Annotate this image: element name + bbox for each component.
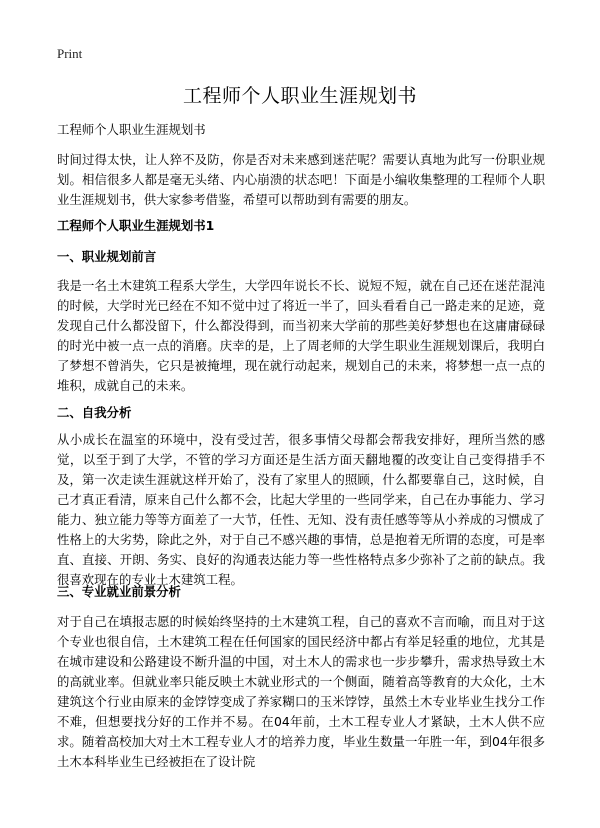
- document-subtitle: 工程师个人职业生涯规划书: [57, 122, 206, 137]
- section-body-employment-outlook: 对于自己在填报志愿的时候始终坚持的土木建筑工程，自己的喜欢不言而喻，而且对于这个专业也很自信，土木建筑工程在任何国家的国民经济中都占有举足轻重的地位，尤其是在城市建设和公路建设不断升温的中国，对土木人的需求也一步步攀升，需求热导致土木的高就业率。但就业率只能反映土木就业形式的一个侧面，随着高等教育的大众化，土木建筑这个行业由原来的金饽饽变成了养家糊口的玉米饽饽，虽然土木专业毕业生找分工作不难，但想要找分好的工作并不易。在04年前，土木工程专业人才紧缺，土木人供不应求。随着高校加大对土木工程专业人才的培养力度，毕业生数量一年胜一年，到04年很多土木本科毕业生已经被拒在了设计院: [57, 614, 545, 769]
- intro-paragraph: 时间过得太快，让人猝不及防，你是否对未来感到迷茫呢？需要认真地为此写一份职业规划。相信很多人都是毫无头绪、内心崩溃的状态吧！下面是小编收集整理的工程师个人职业生涯规划书，供大家参考借鉴，希望可以帮助到有需要的朋友。: [57, 152, 545, 207]
- page-title: 工程师个人职业生涯规划书: [182, 85, 417, 107]
- section-heading-self-analysis: 二、自我分析: [57, 405, 132, 420]
- section-body-preface: 我是一名土木建筑工程系大学生，大学四年说长不长、说短不短，就在自己还在迷茫混沌的时候，大学时光已经在不知不觉中过了将近一半了，回头看看自己一路走来的足迹，竟发现自己什么都没留下，什么都没得到，而当初来大学前的那些美好梦想也在这庸庸碌碌的时光中被一点一点的消磨。庆幸的是，上了周老师的大学生职业生涯规划课后，我明白了梦想不曾消失，它只是被掩埋，现在就行动起来，规划自己的未来，将梦想一点一点的堆积，成就自己的未来。: [57, 278, 545, 393]
- section-heading-preface: 一、职业规划前言: [57, 249, 157, 264]
- section-body-self-analysis: 从小成长在温室的环境中，没有受过苦，很多事情父母都会帮我安排好，理所当然的感觉，以至于到了大学，不管的学习方面还是生活方面天翻地覆的改变让自己变得措手不及，第一次走读生涯就这样开始了，没有了家里人的照顾，什么都要靠自己，这时候，自己才真正看清，原来自己什么都不会，比起大学里的一些同学来，自己在办事能力、学习能力、独立能力等等方面差了一大节，任性、无知、没有责任感等等从小养成的习惯成了性格上的大劣势，除此之外，对于自己不感兴趣的事情，总是抱着无所谓的态度，可是率直、直接、开朗、务实、良好的沟通表达能力等一些性格特点多少弥补了之前的缺点。我很喜欢现在的专业土木建筑工程。: [57, 432, 545, 587]
- print-link[interactable]: Print: [57, 46, 83, 61]
- article-heading: 工程师个人职业生涯规划书1: [57, 218, 215, 233]
- section-heading-employment-outlook: 三、专业就业前景分析: [57, 584, 181, 599]
